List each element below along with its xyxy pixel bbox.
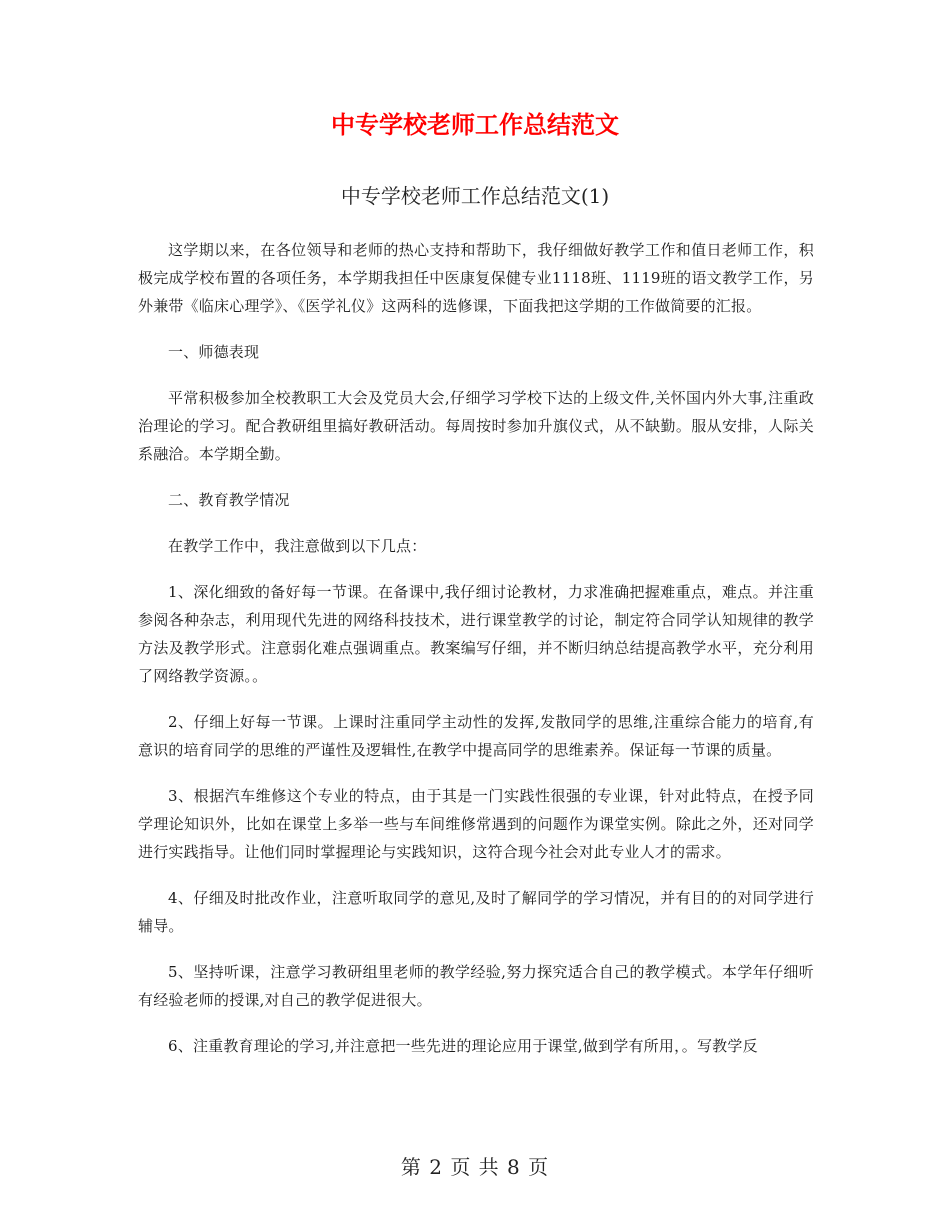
paragraph-ethics: 平常积极参加全校教职工大会及党员大会,仔细学习学校下达的上级文件,关怀国内外大事,注重政治理论的学习。配合教研组里搞好教研活动。每周按时参加升旗仪式，从不缺勤。服从安排，人际关系融洽。本学期全勤。: [138, 389, 814, 463]
paragraph-teaching-intro: 在教学工作中，我注意做到以下几点：: [168, 537, 427, 555]
section-heading-teaching: 二、教育教学情况: [168, 491, 290, 509]
section-heading-ethics: 一、师德表现: [168, 343, 260, 361]
paragraph-point-4: 4、仔细及时批改作业，注意听取同学的意见,及时了解同学的学习情况，并有目的的对同学进行辅导。: [138, 889, 814, 935]
page-number-footer: 第 2 页 共 8 页: [400, 1155, 550, 1179]
paragraph-point-6: 6、注重教育理论的学习,并注意把一些先进的理论应用于课堂,做到学有所用，。写教学反: [168, 1037, 758, 1055]
paragraph-point-2: 2、仔细上好每一节课。上课时注重同学主动性的发挥,发散同学的思维,注重综合能力的培育,有意识的培育同学的思维的严谨性及逻辑性,在教学中提高同学的思维素养。保证每一节课的质量。: [138, 713, 814, 759]
paragraph-point-1: 1、深化细致的备好每一节课。在备课中,我仔细讨论教材，力求准确把握难重点，难点。并注重参阅各种杂志，利用现代先进的网络科技技术，进行课堂教学的讨论，制定符合同学认知规律的教学方法及教学形式。注意弱化难点强调重点。教案编写仔细，并不断归纳总结提高教学水平，充分利用了网络教学资源。。: [138, 583, 814, 685]
paragraph-intro: 这学期以来，在各位领导和老师的热心支持和帮助下，我仔细做好教学工作和值日老师工作，积极完成学校布置的各项任务，本学期我担任中医康复保健专业1118班、1119班的语文教学工作，另外兼带《临床心理学》、《医学礼仪》这两科的选修课，下面我把这学期的工作做简要的汇报。: [138, 241, 814, 315]
document-title: 中专学校老师工作总结范文: [331, 111, 619, 139]
document-body: [138, 236, 814, 1078]
paragraph-point-3: 3、根据汽车维修这个专业的特点，由于其是一门实践性很强的专业课，针对此特点，在授予同学理论知识外，比如在课堂上多举一些与车间维修常遇到的问题作为课堂实例。除此之外，还对同学进行实践指导。让他们同时掌握理论与实践知识，这符合现今社会对此专业人才的需求。: [138, 787, 814, 861]
paragraph-point-5: 5、坚持听课，注意学习教研组里老师的教学经验,努力探究适合自己的教学模式。本学年仔细听有经验老师的授课,对自己的教学促进很大。: [138, 963, 814, 1009]
document-subtitle: 中专学校老师工作总结范文(1): [340, 184, 610, 208]
